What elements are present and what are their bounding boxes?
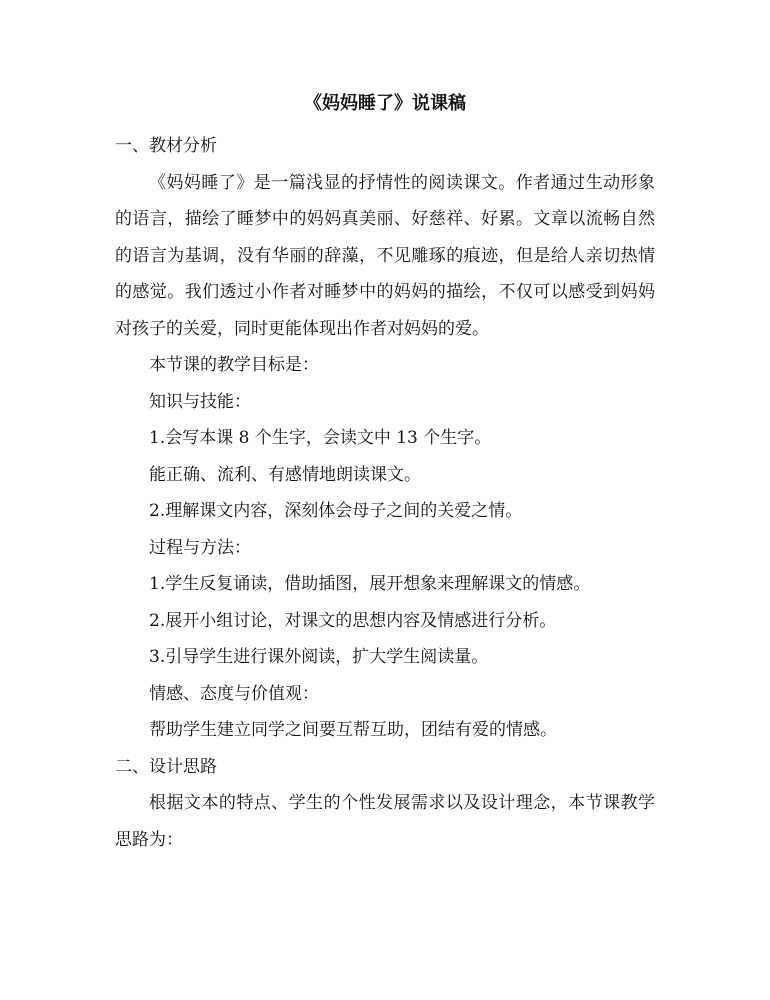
section-heading-design-ideas: 二、设计思路 xyxy=(115,756,217,777)
section-heading-teaching-material: 一、教材分析 xyxy=(115,136,217,156)
process-item-1: 1.学生反复诵读，借助插图，展开想象来理解课文的情感。 xyxy=(149,574,591,594)
process-heading: 过程与方法： xyxy=(149,537,251,558)
document-body xyxy=(115,128,655,858)
knowledge-heading: 知识与技能： xyxy=(149,391,251,412)
knowledge-item-2: 2.理解课文内容，深刻体会母子之间的关爱之情。 xyxy=(149,501,523,521)
design-paragraph: 根据文本的特点、学生的个性发展需求以及设计理念，本节课教学思路为： xyxy=(115,793,655,850)
emotion-heading: 情感、态度与价值观： xyxy=(149,683,319,704)
process-item-3: 3.引导学生进行课外阅读，扩大学生阅读量。 xyxy=(149,647,489,667)
knowledge-item-1: 1.会写本课 8 个生字，会读文中 13 个生字。 xyxy=(149,428,492,448)
document-title: 《妈妈睡了》说课稿 xyxy=(304,93,466,114)
emotion-item-1: 帮助学生建立同学之间要互帮互助，团结有爱的情感。 xyxy=(149,720,557,740)
goals-intro: 本节课的教学目标是： xyxy=(149,355,319,375)
intro-paragraph: 《妈妈睡了》是一篇浅显的抒情性的阅读课文。作者通过生动形象的语言，描绘了睡梦中的妈妈真美丽、好慈祥、好累。文章以流畅自然的语言为基调，没有华丽的辞藻，不见雕琢的痕迹，但是给人亲切热情的感觉。我们透过小作者对睡梦中的妈妈的描绘，不仅可以感受到妈妈对孩子的关爱，同时更能体现出作者对妈妈的爱。 xyxy=(115,172,655,339)
knowledge-item-1b: 能正确、流利、有感情地朗读课文。 xyxy=(149,464,421,485)
process-item-2: 2.展开小组讨论，对课文的思想内容及情感进行分析。 xyxy=(149,610,557,631)
